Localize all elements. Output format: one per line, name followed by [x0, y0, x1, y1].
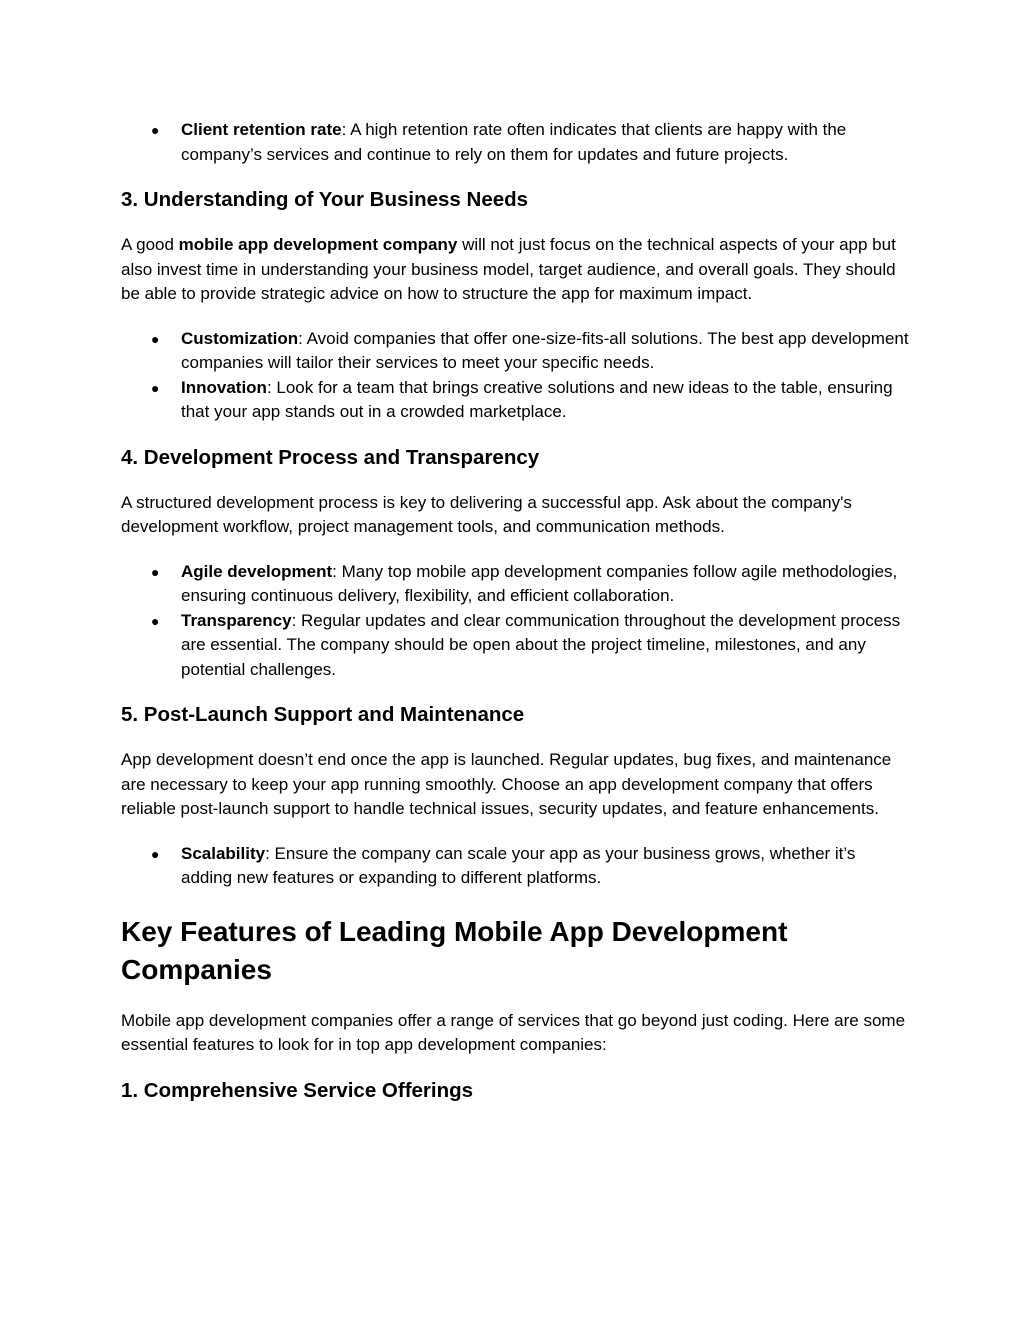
bullet-list [121, 842, 911, 891]
paragraph: App development doesn’t end once the app is launched. Regular updates, bug fixes, and maintenance are necessary to keep your app running smoothly. Choose an app development company that offers reliable post-launch support to handle technical issues, security updates, and feature enhancements. [121, 750, 892, 818]
paragraph-bold: mobile app development company [178, 235, 458, 254]
bullet-term: Transparency [181, 610, 292, 630]
paragraph [121, 233, 911, 307]
list-item [121, 560, 911, 609]
section-heading: 1. Comprehensive Service Offerings [121, 1078, 474, 1102]
bullet-text: : Look for a team that brings creative solutions and new ideas to the table, ensuring that your app stands out in a crowded marketplace. [181, 377, 893, 421]
document-page [121, 118, 911, 1104]
bullet-text: : Regular updates and clear communication throughout the development process are essential. The company should be open about the project timeline, milestones, and any potential challenges. [181, 610, 901, 679]
list-item [121, 609, 911, 683]
paragraph-text: A good [121, 235, 179, 254]
section-heading: 5. Post-Launch Support and Maintenance [121, 703, 525, 726]
list-item [121, 376, 911, 425]
bullet-text: : Avoid companies that offer one-size-fits-all solutions. The best app development companies will tailor their services to meet your specific needs. [181, 328, 909, 372]
bullet-icon: ● [151, 612, 160, 629]
bullet-term: Customization [181, 328, 299, 348]
bullet-icon: ● [151, 379, 160, 396]
bullet-text: : Many top mobile app development companies follow agile methodologies, ensuring continuous delivery, flexibility, and efficient collaboration. [181, 561, 898, 605]
bullet-icon: ● [151, 330, 160, 347]
bullet-icon: ● [151, 845, 160, 862]
list-item [121, 118, 911, 167]
section-heading: 4. Development Process and Transparency [121, 445, 540, 469]
bullet-list [121, 560, 911, 683]
bullet-text: : Ensure the company can scale your app as your business grows, whether it’s adding new features or expanding to different platforms. [181, 843, 856, 887]
bullet-term: Client retention rate [181, 120, 342, 139]
list-item [121, 327, 911, 376]
bullet-term: Scalability [181, 843, 266, 863]
list-item [121, 842, 911, 891]
bullet-list [121, 327, 911, 425]
main-heading: Key Features of Leading Mobile App Development Companies [121, 915, 788, 985]
bullet-icon: ● [151, 563, 160, 580]
bullet-term: Innovation [181, 377, 267, 397]
paragraph-text: will not just focus on the technical aspects of your app but also invest time in understanding your business model, target audience, and overall goals. They should be able to provide strategic advice on how to structure the app for maximum impact. [121, 235, 896, 303]
section-heading: 3. Understanding of Your Business Needs [121, 188, 529, 211]
bullet-text: : A high retention rate often indicates that clients are happy with the company’s services and continue to rely on them for updates and future projects. [181, 120, 847, 164]
bullet-term: Agile development [181, 561, 333, 581]
bullet-icon: ● [151, 122, 160, 138]
client-bullet-list [121, 118, 911, 167]
paragraph: Mobile app development companies offer a range of services that go beyond just coding. Here are some essential features to look for in top app development companies: [121, 1010, 906, 1054]
paragraph: A structured development process is key to delivering a successful app. Ask about the company's development workflow, project management tools, and communication methods. [121, 492, 852, 536]
